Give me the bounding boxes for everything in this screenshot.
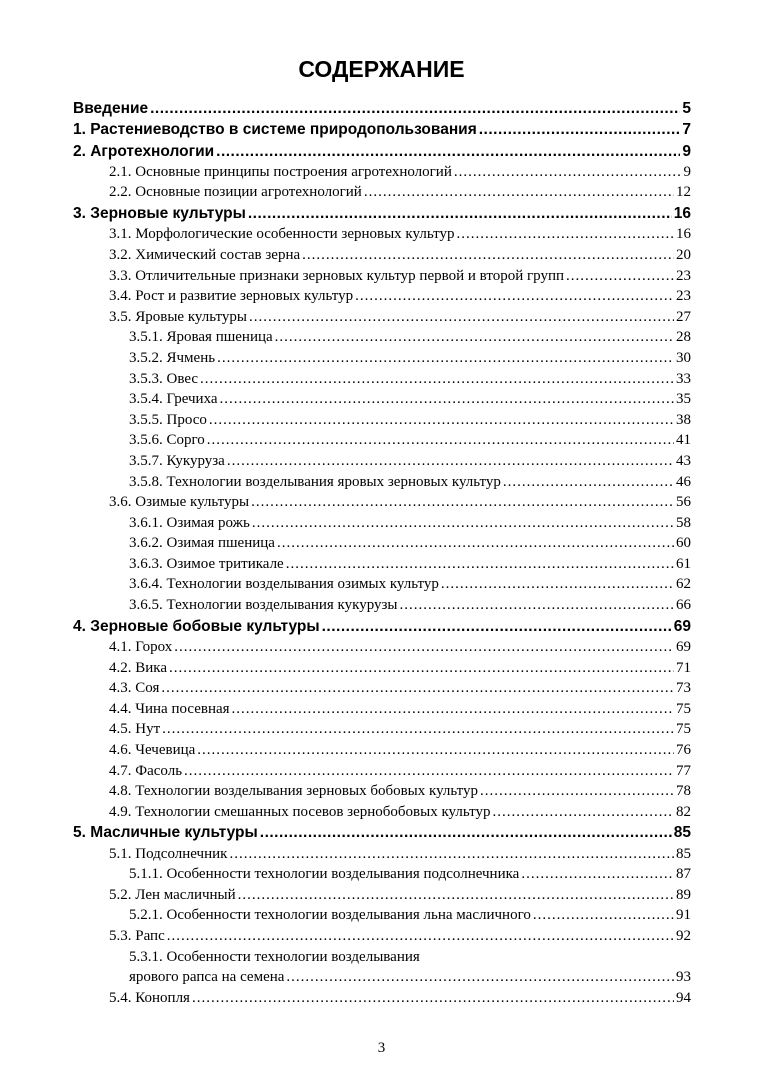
toc-dot-leader: [232, 699, 674, 720]
toc-dot-leader: [503, 472, 674, 493]
toc-dot-leader: [161, 678, 674, 699]
toc-entry-title: 3.5.1. Яровая пшеница: [129, 329, 273, 346]
toc-entry[interactable]: [73, 864, 691, 885]
toc-entry-title: 5.3. Рапс: [109, 927, 165, 944]
toc-dot-leader: [364, 182, 674, 203]
toc-entry-page: 60: [676, 535, 691, 552]
toc-entry-page: 93: [676, 969, 691, 986]
toc-entry[interactable]: [73, 802, 691, 823]
toc-entry[interactable]: [73, 203, 691, 224]
toc-entry-title: 2. Агротехнологии: [73, 142, 215, 160]
toc-dot-leader: [480, 781, 674, 802]
toc-entry-page: 46: [676, 473, 691, 490]
toc-entry-page: 43: [676, 452, 691, 469]
toc-dot-leader: [184, 761, 674, 782]
toc-entry-title: 4.8. Технологии возделывания зерновых бобовых культур: [109, 783, 479, 800]
toc-entry-page: 91: [676, 907, 691, 924]
toc-entry-page: 16: [676, 226, 691, 243]
toc-entry[interactable]: [73, 472, 691, 493]
toc-entry-page: 85: [673, 824, 691, 842]
toc-entry-page: 82: [676, 803, 691, 820]
toc-entry-page: 23: [676, 288, 691, 305]
toc-entry-page: 89: [676, 886, 691, 903]
toc-entry[interactable]: [73, 451, 691, 472]
toc-entry[interactable]: [73, 616, 691, 637]
toc-entry-page: 78: [676, 783, 691, 800]
toc-entry[interactable]: [73, 369, 691, 390]
toc-entry[interactable]: [73, 678, 691, 699]
toc-entry-title: 3.1. Морфологические особенности зерновых культур: [109, 226, 455, 243]
toc-dot-leader: [322, 616, 672, 637]
toc-entry-title: 3.4. Рост и развитие зерновых культур: [109, 288, 354, 305]
toc-dot-leader: [216, 141, 680, 162]
toc-dot-leader: [174, 637, 674, 658]
toc-entry-page: 9: [683, 163, 691, 180]
toc-dot-leader: [355, 286, 674, 307]
toc-entry-title: 3.5.6. Сорго: [129, 432, 205, 449]
toc-entry-title: 3.6.2. Озимая пшеница: [129, 535, 275, 552]
toc-entry-title: 4.1. Горох: [109, 638, 173, 655]
toc-entry[interactable]: [73, 885, 691, 906]
toc-dot-leader: [229, 844, 674, 865]
toc-dot-leader: [207, 430, 674, 451]
toc-entry-title: 4.9. Технологии смешанных посевов зернобобовых культур: [109, 803, 491, 820]
toc-entry[interactable]: [73, 513, 691, 534]
toc-entry-page: 38: [676, 411, 691, 428]
toc-dot-leader: [454, 162, 682, 183]
toc-dot-leader: [260, 822, 672, 843]
toc-entry[interactable]: [73, 719, 691, 740]
toc-entry-page: 20: [676, 246, 691, 263]
toc-dot-leader: [238, 885, 674, 906]
page-title: СОДЕРЖАНИЕ: [298, 56, 465, 82]
toc-entry-title: 3.5.4. Гречиха: [129, 391, 218, 408]
toc-entry-title: 5.1.1. Особенности технологии возделывания подсолнечника: [129, 866, 520, 883]
toc-entry-title: 5. Масличные культуры: [73, 824, 258, 842]
toc-dot-leader: [400, 595, 674, 616]
toc-entry-title: 3.6.3. Озимое тритикале: [129, 555, 284, 572]
toc-dot-leader: [220, 389, 674, 410]
toc-entry-title: 4.6. Чечевица: [109, 741, 196, 758]
toc-entry-page: 41: [676, 432, 691, 449]
toc-entry-page: 69: [676, 638, 691, 655]
toc-entry[interactable]: [73, 430, 691, 451]
toc-dot-leader: [248, 203, 672, 224]
toc-entry-title: 3.2. Химический состав зерна: [109, 246, 301, 263]
toc-entry[interactable]: [73, 637, 691, 658]
toc-entry-title: 5.2.1. Особенности технологии возделывания льна масличного: [129, 907, 531, 924]
toc-dot-leader: [456, 224, 674, 245]
toc-dot-leader: [217, 348, 674, 369]
toc-entry-title: 5.1. Подсолнечник: [109, 845, 228, 862]
toc-dot-leader: [249, 307, 674, 328]
toc-dot-leader: [441, 574, 674, 595]
toc-entry[interactable]: [73, 410, 691, 431]
toc-entry-title: 5.4. Конопля: [109, 989, 190, 1006]
toc-entry-title: 3. Зерновые культуры: [73, 205, 246, 223]
toc-entry-title: 3.6. Озимые культуры: [109, 494, 250, 511]
toc-entry-title: 2.1. Основные принципы построения агротехнологий: [109, 163, 452, 180]
toc-dot-leader: [192, 988, 674, 1009]
toc-dot-leader: [566, 266, 674, 287]
toc-entry-page: 9: [682, 142, 691, 160]
toc-entry-title: 3.5. Яровые культуры: [109, 308, 247, 325]
toc-dot-leader: [150, 98, 680, 119]
toc-entry-title: 3.5.8. Технологии возделывания яровых зерновых культур: [129, 473, 501, 490]
toc-entry[interactable]: [73, 658, 691, 679]
toc-dot-leader: [286, 967, 674, 988]
toc-entry-page: 56: [676, 494, 691, 511]
toc-entry[interactable]: [73, 266, 691, 287]
toc-entry[interactable]: [73, 327, 691, 348]
toc-entry-title: 5.3.1. Особенности технологии возделывания: [129, 948, 420, 965]
toc-entry[interactable]: [73, 905, 691, 926]
toc-entry-page: 23: [676, 267, 691, 284]
toc-entry[interactable]: [73, 699, 691, 720]
toc-dot-leader: [533, 905, 674, 926]
toc-entry-page: 75: [676, 700, 691, 717]
toc-dot-leader: [479, 119, 681, 140]
toc-dot-leader: [169, 658, 674, 679]
toc-entry-title: 3.6.4. Технологии возделывания озимых культур: [129, 576, 439, 593]
toc-entry-title: 1. Растениеводство в системе природопользования: [73, 121, 477, 139]
toc-entry-page: 94: [676, 989, 691, 1006]
toc-entry[interactable]: [73, 492, 691, 513]
toc-dot-leader: [286, 554, 674, 575]
toc-entry-page: 71: [676, 659, 691, 676]
toc-entry-title: 3.5.7. Кукуруза: [129, 452, 225, 469]
toc-entry[interactable]: [73, 740, 691, 761]
toc-entry-title: 2.2. Основные позиции агротехнологий: [109, 184, 362, 201]
toc-entry[interactable]: [73, 98, 691, 119]
toc-dot-leader: [200, 369, 674, 390]
toc-dot-leader: [493, 802, 675, 823]
toc-entry-page: 27: [676, 308, 691, 325]
toc-entry[interactable]: [73, 947, 691, 988]
toc-entry[interactable]: [73, 926, 691, 947]
toc-entry[interactable]: [73, 224, 691, 245]
toc-entry-title: 3.6.5. Технологии возделывания кукурузы: [129, 597, 398, 614]
toc-entry-title: 5.2. Лен масличный: [109, 886, 236, 903]
toc-entry[interactable]: [73, 141, 691, 162]
toc-entry-page: 35: [676, 391, 691, 408]
toc-entry-title: Введение: [73, 100, 149, 117]
toc-entry-title: 4.7. Фасоль: [109, 762, 183, 779]
toc-entry[interactable]: [73, 389, 691, 410]
toc-entry[interactable]: [73, 348, 691, 369]
toc-dot-leader: [251, 492, 674, 513]
toc-dot-leader: [209, 410, 674, 431]
toc-entry-title: 3.5.5. Просо: [129, 411, 207, 428]
toc-entry-page: 85: [676, 845, 691, 862]
toc-entry-page: 66: [676, 597, 691, 614]
toc-entry-page: 77: [676, 762, 691, 779]
toc-entry[interactable]: [73, 844, 691, 865]
toc-entry-page: 92: [676, 927, 691, 944]
toc-entry[interactable]: [73, 781, 691, 802]
toc-entry-page: 33: [676, 370, 691, 387]
toc-entry[interactable]: [73, 554, 691, 575]
toc-entry[interactable]: [73, 286, 691, 307]
toc-entry-page: 61: [676, 555, 691, 572]
toc-entry-page: 5: [682, 100, 691, 117]
toc-dot-leader: [162, 719, 674, 740]
toc-entry[interactable]: [73, 245, 691, 266]
toc-entry[interactable]: [73, 574, 691, 595]
toc-entry[interactable]: [73, 307, 691, 328]
toc-entry-title: 3.5.3. Овес: [129, 370, 199, 387]
toc-entry-title: 3.3. Отличительные признаки зерновых культур первой и второй групп: [109, 267, 565, 284]
table-of-contents: [73, 98, 691, 1008]
toc-entry-page: 7: [682, 121, 691, 139]
toc-dot-leader: [302, 245, 674, 266]
toc-entry-page: 12: [676, 184, 691, 201]
toc-entry-page: 73: [676, 680, 691, 697]
toc-entry-title: 3.5.2. Ячмень: [129, 349, 216, 366]
toc-entry[interactable]: [73, 822, 691, 843]
toc-dot-leader: [521, 864, 674, 885]
toc-entry[interactable]: [73, 182, 691, 203]
toc-entry[interactable]: [73, 119, 691, 140]
toc-entry-page: 87: [676, 866, 691, 883]
toc-dot-leader: [227, 451, 674, 472]
toc-dot-leader: [252, 513, 674, 534]
toc-entry-title: 4.3. Соя: [109, 680, 160, 697]
toc-entry-page: 58: [676, 514, 691, 531]
toc-entry-page: 16: [673, 205, 691, 223]
toc-entry-title: 4.5. Нут: [109, 721, 161, 738]
toc-entry[interactable]: [73, 988, 691, 1009]
toc-entry-page: 62: [676, 576, 691, 593]
toc-entry-title: 3.6.1. Озимая рожь: [129, 514, 250, 531]
toc-entry-title-continued: ярового рапса на семена: [129, 969, 285, 986]
toc-entry-page: 30: [676, 349, 691, 366]
toc-entry[interactable]: [73, 761, 691, 782]
toc-entry[interactable]: [73, 595, 691, 616]
page-number: 3: [377, 1040, 386, 1056]
toc-dot-leader: [275, 327, 674, 348]
toc-dot-leader: [277, 533, 674, 554]
toc-entry-title: 4.2. Вика: [109, 659, 168, 676]
toc-entry-page: 28: [676, 329, 691, 346]
toc-entry-page: 75: [676, 721, 691, 738]
toc-dot-leader: [197, 740, 674, 761]
toc-entry[interactable]: [73, 533, 691, 554]
toc-entry-title: 4. Зерновые бобовые культуры: [73, 617, 320, 635]
toc-entry-page: 69: [673, 617, 691, 635]
toc-dot-leader: [167, 926, 674, 947]
toc-entry[interactable]: [73, 162, 691, 183]
toc-entry-page: 76: [676, 741, 691, 758]
toc-entry-title: 4.4. Чина посевная: [109, 700, 230, 717]
